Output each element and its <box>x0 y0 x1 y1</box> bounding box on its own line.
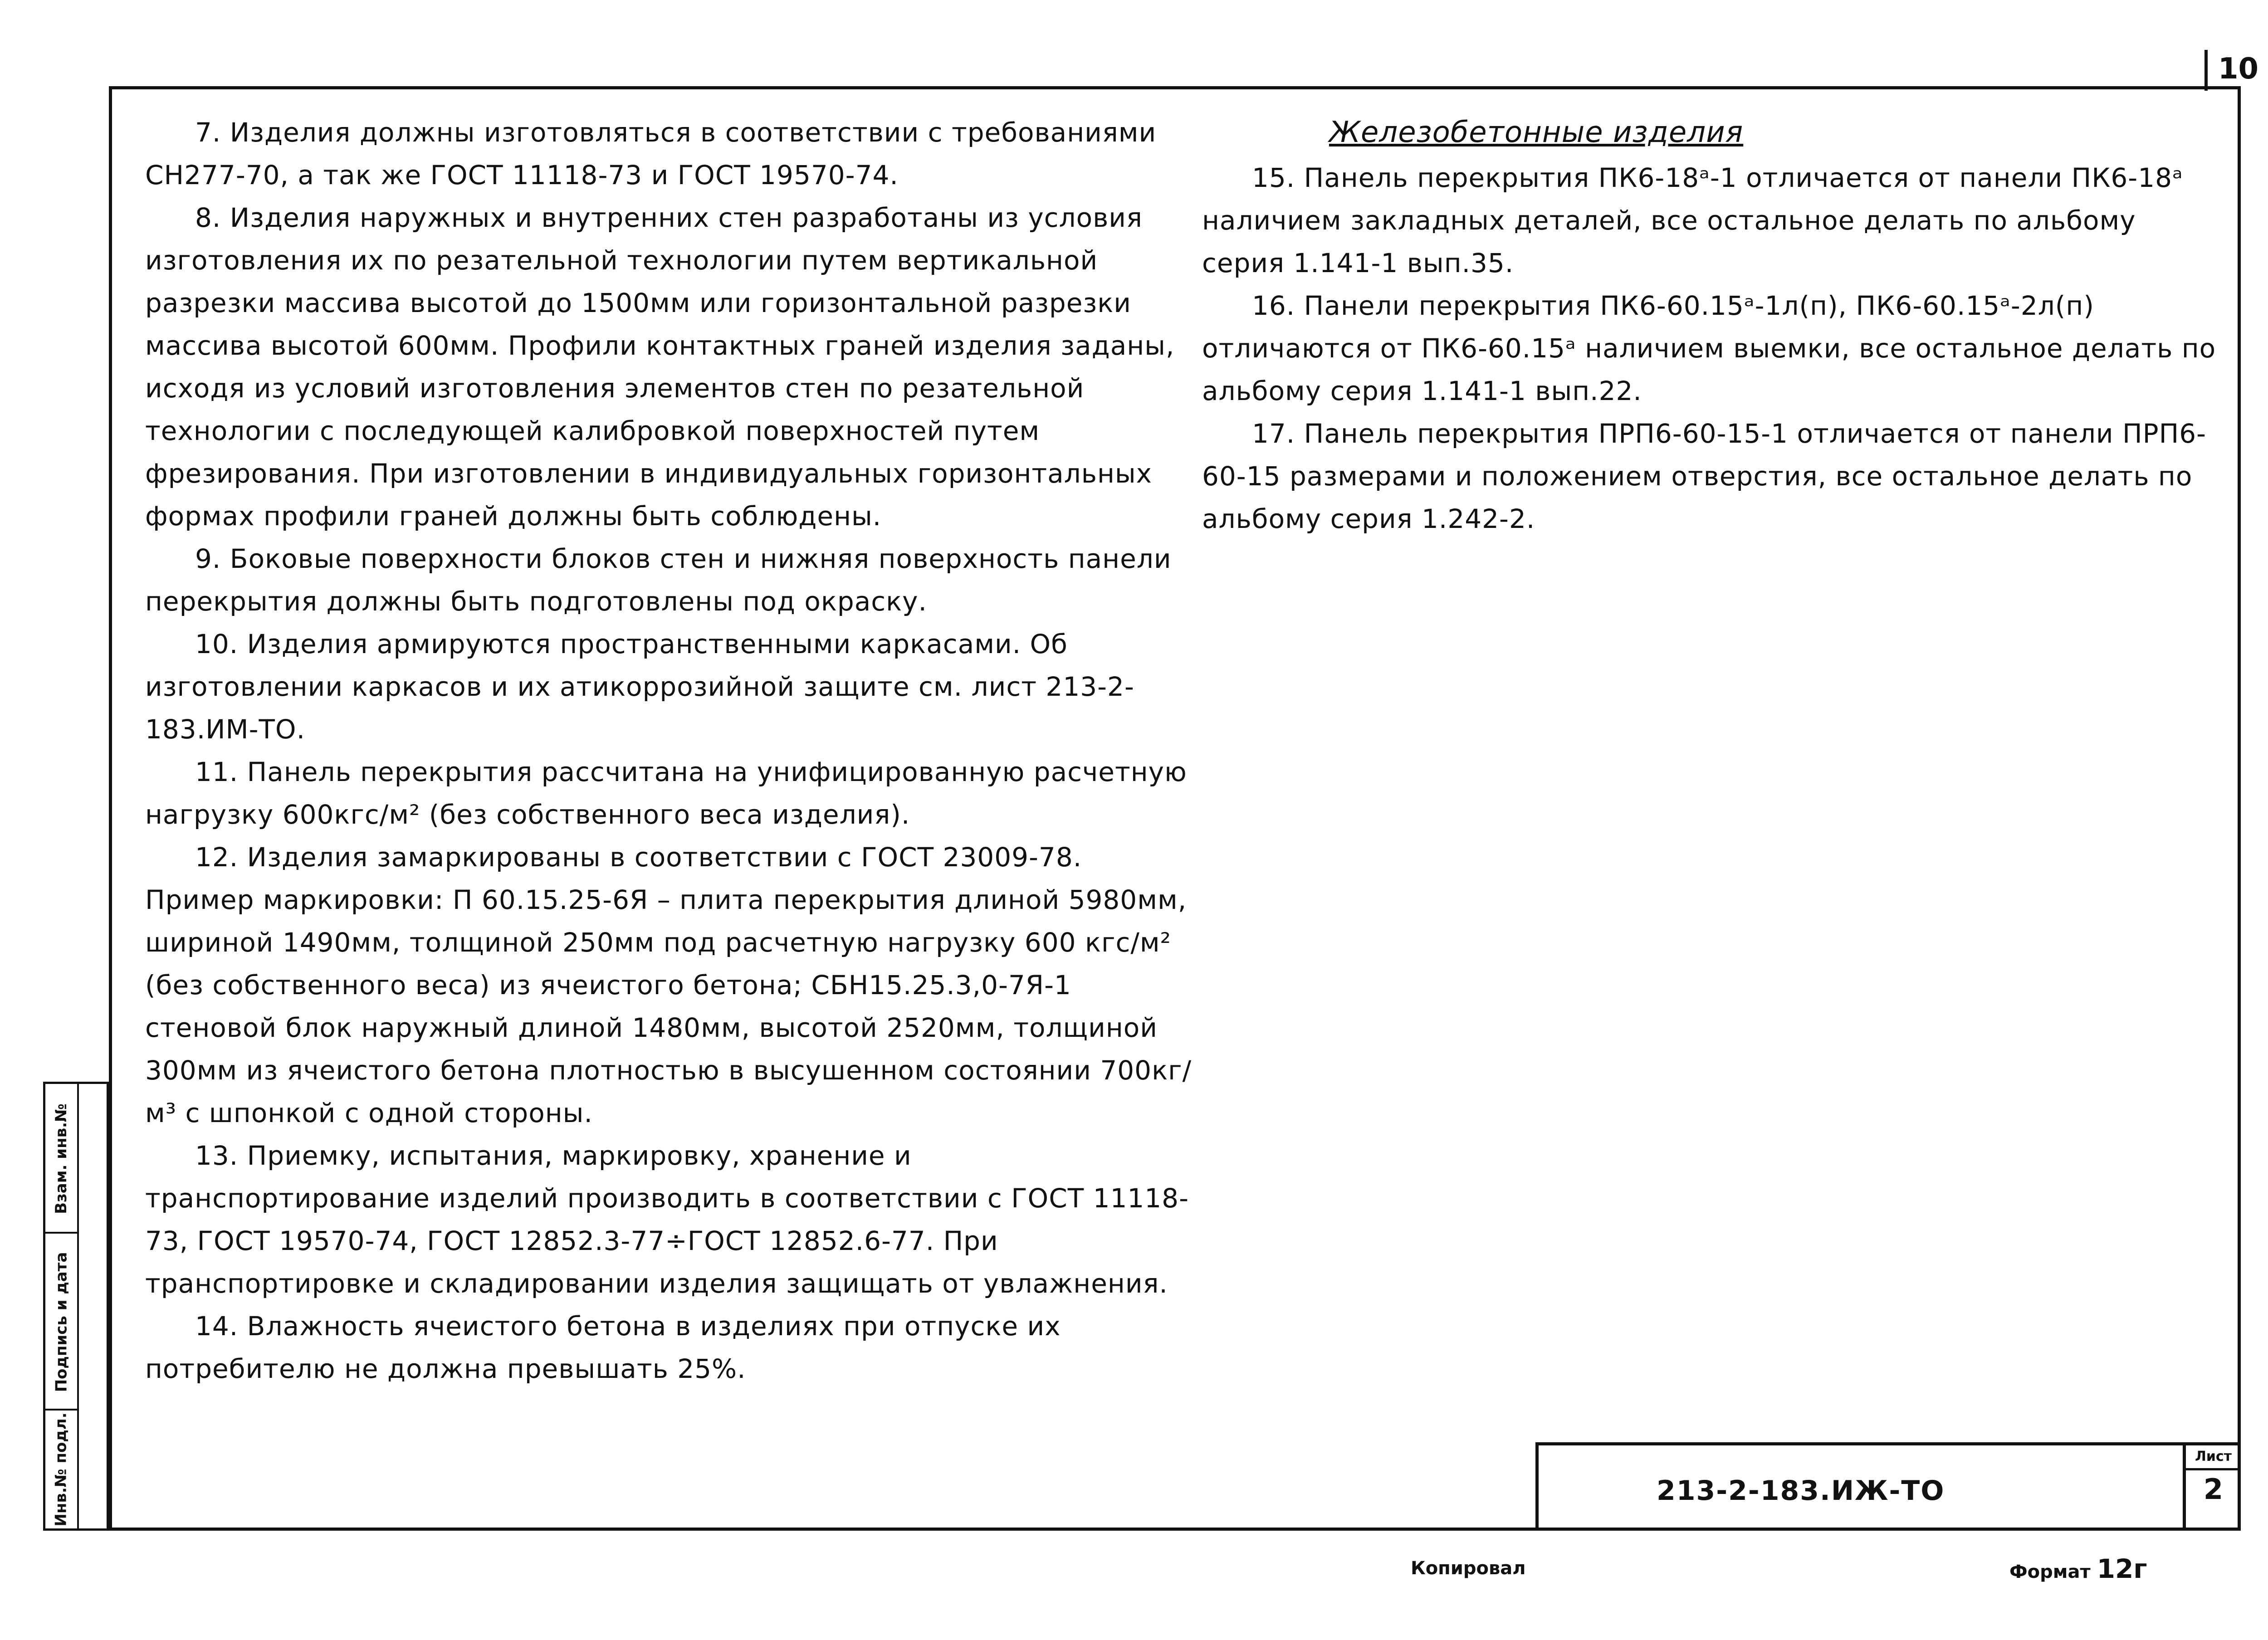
paragraph-15: 15. Панель перекрытия ПК6-18ᵃ-1 отличается от панели ПК6-18ᵃ наличием закладных деталей, все остальное делать по альбому серия 1.141-1 вып.35. <box>1202 162 2183 278</box>
page-corner-tab <box>2204 50 2208 91</box>
paragraph-14: 14. Влажность ячеистого бетона в изделиях при отпуске их потребителю не должна превышать 25%. <box>145 1311 1061 1384</box>
sheet-cell <box>2183 1445 2241 1531</box>
paragraph-16: 16. Панели перекрытия ПК6-60.15ᵃ-1л(п), ПК6-60.15ᵃ-2л(п) отличаются от ПК6-60.15ᵃ наличием выемки, все остальное делать по альбому серия 1.141-1 вып.22. <box>1202 290 2216 406</box>
document-code: 213-2-183.ИЖ-ТО <box>1657 1475 1945 1507</box>
right-column <box>1202 111 2218 540</box>
paragraph-13: 13. Приемку, испытания, маркировку, хранение и транспортирование изделий производить в соответствии с ГОСТ 11118-73, ГОСТ 19570-74, ГОСТ 12852.3-77÷ГОСТ 12852.6-77. При транспортировке и складировании изделия защищать от увлажнения. <box>145 1140 1189 1299</box>
format-value: 12г <box>2097 1553 2147 1584</box>
page-number: 10 <box>2218 52 2259 86</box>
paragraph-9: 9. Боковые поверхности блоков стен и нижняя поверхность панели перекрытия должны быть подготовлены под окраску. <box>145 543 1172 617</box>
side-stamp-label-signature: Подпись и дата <box>52 1252 71 1392</box>
section-title: Железобетонные изделия <box>1329 116 1744 149</box>
sheet-label: Лист <box>2186 1445 2241 1470</box>
paragraph-8: 8. Изделия наружных и внутренних стен разработаны из условия изготовления их по резательной технологии путем вертикальной разрезки массива высотой до 1500мм или горизонтальной разрезки массива высотой 600мм. Профили контактных граней изделия заданы, исходя из условий изготовления элементов стен по резательной технологии с последующей калибровкой поверхностей путем фрезирования. При изготовлении в индивидуальных горизонтальных формах профили граней должны быть соблюдены. <box>145 202 1175 532</box>
paragraph-11: 11. Панель перекрытия рассчитана на унифицированную расчетную нагрузку 600кгс/м² (без собственного веса изделия). <box>145 757 1187 830</box>
paragraph-12: 12. Изделия замаркированы в соответствии с ГОСТ 23009-78. Пример маркировки: П 60.15.25-6Я – плита перекрытия длиной 5980мм, шириной 1490мм, толщиной 250мм под расчетную нагрузку 600 кгс/м² (без собственного веса) из ячеистого бетона; СБН15.25.3,0-7Я-1 стеновой блок наружный длиной 1480мм, высотой 2520мм, толщиной 300мм из ячеистого бетона плотностью в высушенном состоянии 700кг/м³ с шпонкой с одной стороны. <box>145 842 1192 1128</box>
side-stamp-divider <box>77 1084 79 1528</box>
sheet-number: 2 <box>2203 1473 2224 1506</box>
side-stamp-label-original: Инв.№ подл. <box>52 1412 70 1527</box>
format-label-text: Формат <box>2009 1562 2091 1582</box>
title-block <box>1535 1442 2241 1531</box>
side-stamp-label-replace: Взам. инв.№ <box>52 1103 70 1214</box>
left-column <box>145 111 1198 1390</box>
copied-label: Копировал <box>1411 1558 1526 1579</box>
paragraph-10: 10. Изделия армируются пространственными каркасами. Об изготовлении каркасов и их атикоррозийной защите см. лист 213-2-183.ИМ-ТО. <box>145 629 1134 745</box>
paragraph-7: 7. Изделия должны изготовляться в соответствии с требованиями СН277-70, а так же ГОСТ 11118-73 и ГОСТ 19570-74. <box>145 117 1157 190</box>
paragraph-17: 17. Панель перекрытия ПРП6-60-15-1 отличается от панели ПРП6-60-15 размерами и положением отверстия, все остальное делать по альбому серия 1.242-2. <box>1202 418 2207 534</box>
side-stamp <box>43 1082 109 1531</box>
format-label <box>2009 1553 2147 1584</box>
